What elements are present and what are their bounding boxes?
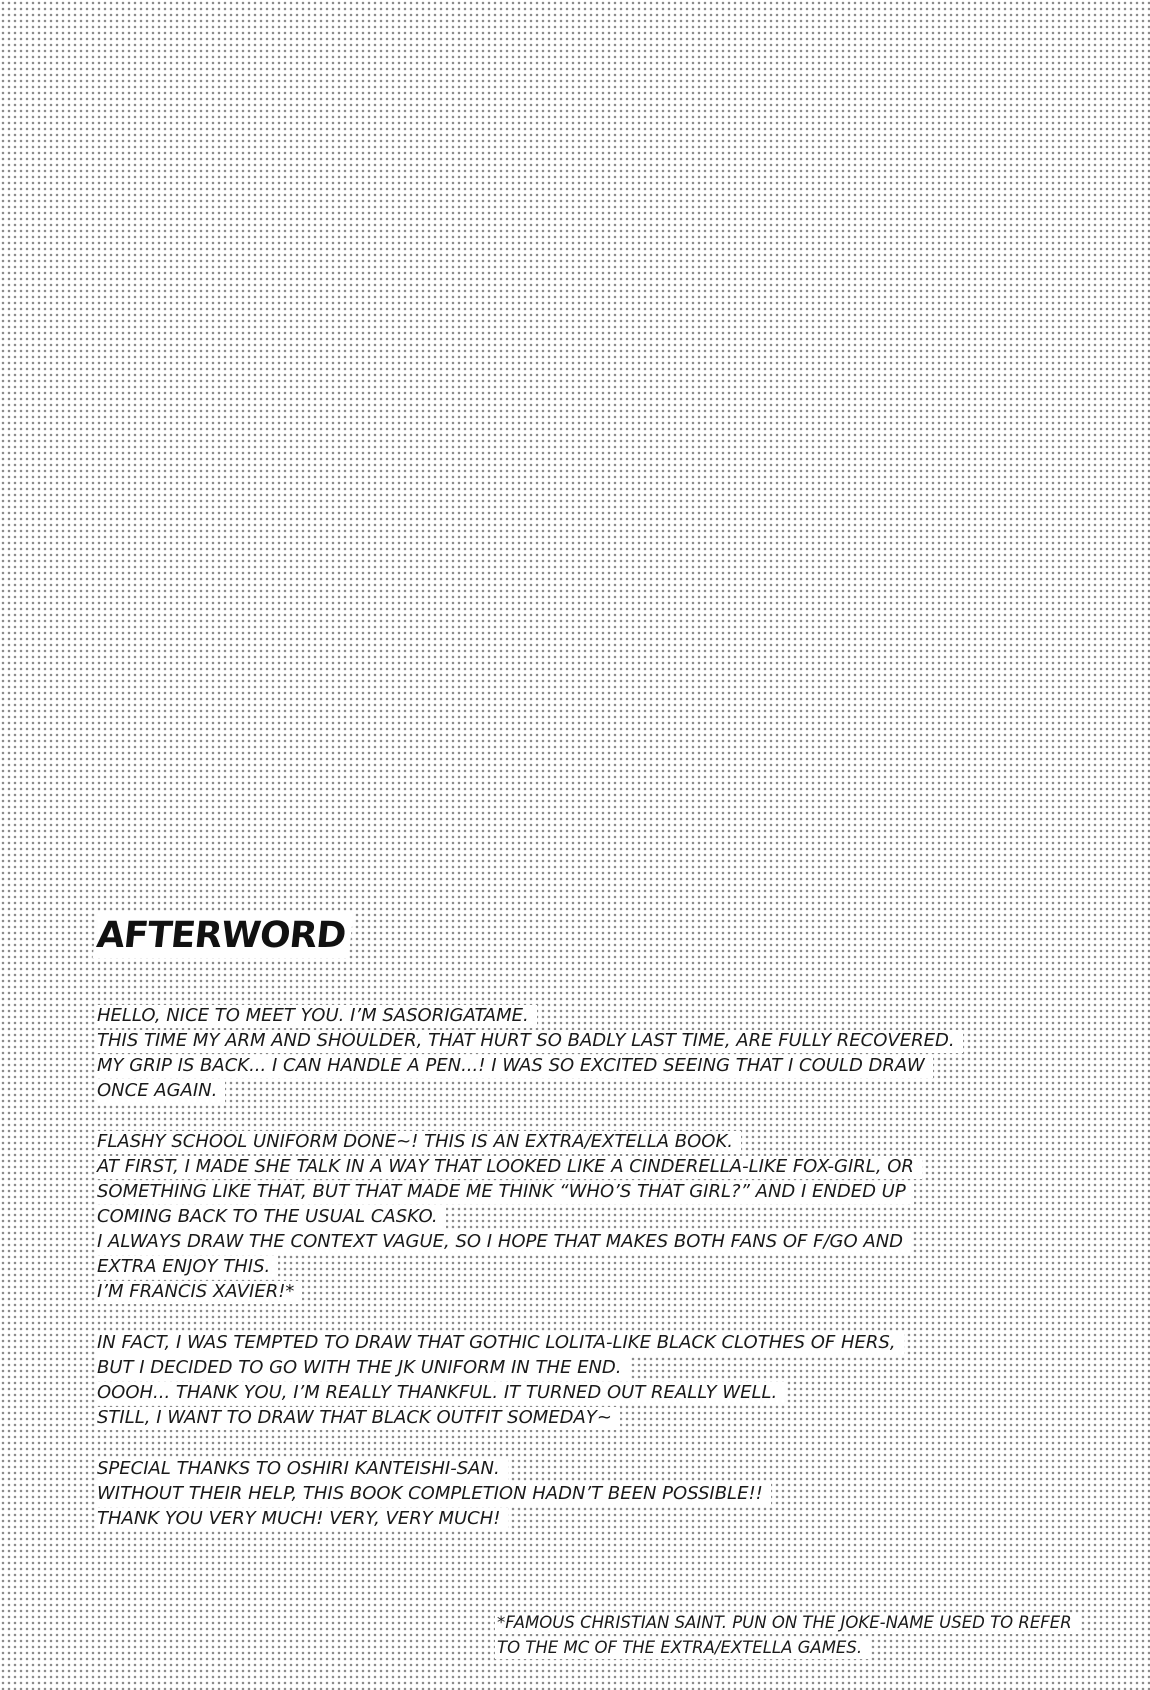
text-line: WITHOUT THEIR HELP, THIS BOOK COMPLETION HADN’T BEEN POSSIBLE!! <box>95 1483 771 1506</box>
text-line: BUT I DECIDED TO GO WITH THE JK UNIFORM IN THE END. <box>95 1357 630 1380</box>
footnote <box>495 1610 1135 1660</box>
footnote-line: *FAMOUS CHRISTIAN SAINT. PUN ON THE JOKE-NAME USED TO REFER <box>495 1613 1080 1634</box>
text-line: EXTRA ENJOY THIS. <box>95 1256 278 1279</box>
text-line: FLASHY SCHOOL UNIFORM DONE~! THIS IS AN EXTRA/EXTELLA BOOK. <box>95 1131 741 1154</box>
footnote-line: TO THE MC OF THE EXTRA/EXTELLA GAMES. <box>495 1638 870 1659</box>
text-line: I ALWAYS DRAW THE CONTEXT VAGUE, SO I HOPE THAT MAKES BOTH FANS OF F/GO AND <box>95 1231 911 1254</box>
text-line: STILL, I WANT TO DRAW THAT BLACK OUTFIT SOMEDAY~ <box>95 1407 620 1430</box>
text-line: IN FACT, I WAS TEMPTED TO DRAW THAT GOTHIC LOLITA-LIKE BLACK CLOTHES OF HERS, <box>95 1332 904 1355</box>
paragraph-outfit <box>95 1330 1035 1430</box>
paragraph-greeting <box>95 1003 1035 1103</box>
text-line: COMING BACK TO THE USUAL CASKO. <box>95 1206 446 1229</box>
text-line: HELLO, NICE TO MEET YOU. I’M SASORIGATAME. <box>95 1005 537 1028</box>
text-line: I’M FRANCIS XAVIER!* <box>95 1281 302 1304</box>
paragraph-uniform <box>95 1129 1035 1304</box>
text-line: THANK YOU VERY MUCH! VERY, VERY MUCH! <box>95 1508 508 1531</box>
text-line: OOOH... THANK YOU, I’M REALLY THANKFUL. IT TURNED OUT REALLY WELL. <box>95 1382 785 1405</box>
afterword-body <box>95 1003 1035 1557</box>
text-line: SOMETHING LIKE THAT, BUT THAT MADE ME THINK “WHO’S THAT GIRL?” AND I ENDED UP <box>95 1181 914 1204</box>
text-line: AT FIRST, I MADE SHE TALK IN A WAY THAT LOOKED LIKE A CINDERELLA-LIKE FOX-GIRL, OR <box>95 1156 922 1179</box>
text-line: MY GRIP IS BACK... I CAN HANDLE A PEN...! I WAS SO EXCITED SEEING THAT I COULD DRAW <box>95 1055 933 1078</box>
text-line: THIS TIME MY ARM AND SHOULDER, THAT HURT SO BADLY LAST TIME, ARE FULLY RECOVERED. <box>95 1030 963 1053</box>
paragraph-thanks <box>95 1456 1035 1531</box>
text-line: ONCE AGAIN. <box>95 1080 225 1103</box>
page-title: AFTERWORD <box>93 912 354 958</box>
text-line: SPECIAL THANKS TO OSHIRI KANTEISHI-SAN. <box>95 1458 508 1481</box>
